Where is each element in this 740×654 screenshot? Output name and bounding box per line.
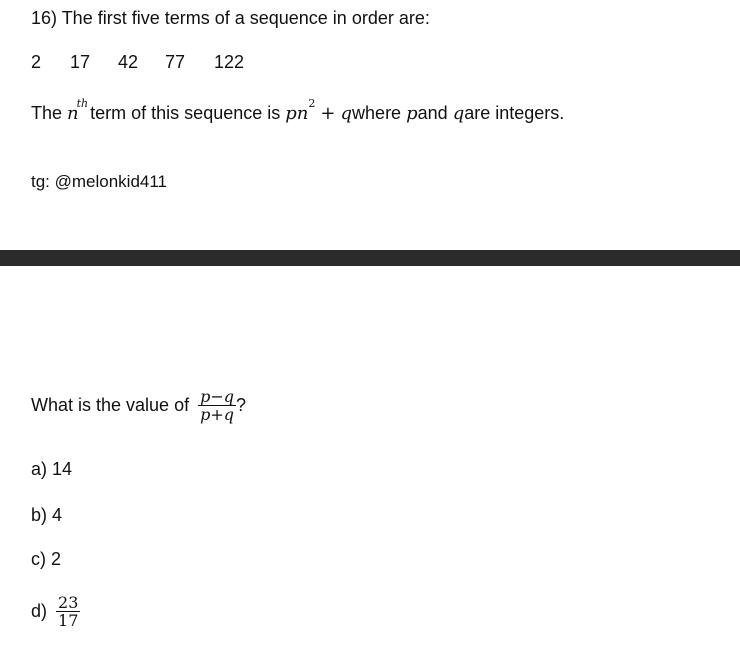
th-superscript: th [76, 97, 89, 110]
p-minus-q-over-p-plus-q-fraction [198, 388, 236, 423]
option-d-numerator: 23 [58, 593, 79, 612]
sequence-term-3: 42 [118, 52, 139, 72]
option-d-fraction [56, 594, 80, 629]
q-variable: q [340, 103, 353, 124]
option-d-label: d) [31, 601, 48, 621]
sequence-term-2: 17 [70, 52, 91, 72]
term-text: term of this sequence is [90, 103, 281, 123]
sequence-term-5: 122 [214, 52, 245, 72]
value-question [31, 388, 246, 423]
squared-exponent: 2 [308, 97, 316, 110]
the-word: The [31, 103, 63, 123]
n-variable: n [67, 103, 79, 124]
value-question-text: What is the value of [31, 395, 190, 415]
plus-sign: + [320, 103, 336, 124]
are-integers-text: are integers. [464, 103, 565, 123]
sequence-term-1: 2 [31, 52, 42, 72]
sequence-term-4: 77 [165, 52, 186, 72]
option-d-denominator: 17 [58, 611, 79, 630]
p-variable: p [406, 103, 418, 124]
where-text: where [352, 103, 402, 123]
question-mark: ? [236, 395, 247, 415]
option-a[interactable]: a) 14 [31, 459, 73, 479]
fraction-numerator: p−q [200, 387, 234, 406]
pn-expression: pn [285, 103, 309, 124]
q-variable-2: q [452, 103, 465, 124]
option-c[interactable]: c) 2 [31, 549, 62, 569]
question-title: 16) The first five terms of a sequence in order are: [31, 8, 430, 28]
option-b[interactable]: b) 4 [31, 505, 63, 525]
and-text: and [417, 103, 448, 123]
option-d[interactable] [31, 594, 80, 629]
separator-bar [0, 250, 740, 266]
fraction-denominator: p+q [200, 405, 234, 424]
nth-term-statement [31, 97, 565, 124]
watermark-text: tg: @melonkid411 [31, 172, 168, 191]
